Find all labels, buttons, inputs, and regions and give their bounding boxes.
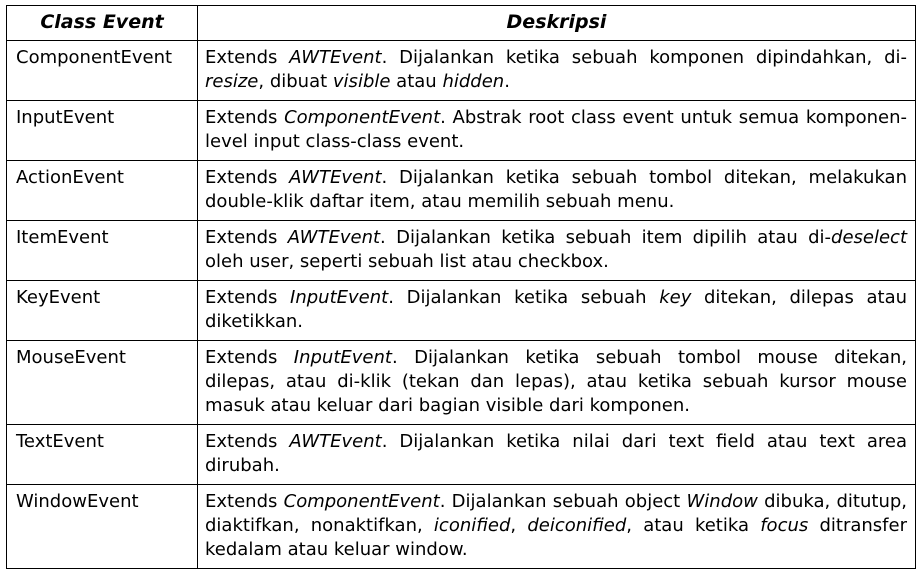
description-italic-term: AWTEvent <box>287 227 381 248</box>
event-description <box>198 221 916 281</box>
event-description <box>198 341 916 425</box>
header-deskripsi: Deskripsi <box>198 6 916 41</box>
description-italic-term: ComponentEvent <box>283 491 440 512</box>
table-row <box>7 221 916 281</box>
event-class-name: KeyEvent <box>7 281 198 341</box>
event-class-name: WindowEvent <box>7 485 198 569</box>
description-italic-term: Window <box>686 491 758 512</box>
description-text: dibuka, ditutup, diaktifkan, nonaktifkan, <box>205 491 907 536</box>
table-header <box>7 6 916 41</box>
description-text: Extends <box>205 107 285 128</box>
description-italic-term: iconified <box>433 515 511 536</box>
description-italic-term: ComponentEvent <box>284 107 441 128</box>
description-text: . Dijalankan ketika sebuah tombol mouse ditekan, dilepas, atau di-klik (tekan dan lepas), atau ketika sebuah kursor mouse masuk atau keluar dari bagian visible dari komponen. <box>205 347 908 416</box>
description-italic-term: focus <box>760 515 809 536</box>
description-italic-term: AWTEvent <box>289 431 382 452</box>
event-description <box>198 41 916 101</box>
description-text: . Dijalankan ketika nilai dari text field atau text area dirubah. <box>205 431 907 476</box>
description-text: Extends <box>205 347 294 368</box>
description-italic-term: InputEvent <box>290 287 389 308</box>
event-class-name: TextEvent <box>7 425 198 485</box>
header-row <box>7 6 916 41</box>
description-italic-term: deselect <box>831 227 907 248</box>
event-class-table <box>6 5 916 569</box>
description-text: Extends <box>205 47 290 68</box>
table-row <box>7 341 916 425</box>
event-class-name: ComponentEvent <box>7 41 198 101</box>
description-text: . <box>504 71 510 92</box>
description-text: Extends <box>205 431 290 452</box>
description-text: Extends <box>205 227 288 248</box>
event-description <box>198 425 916 485</box>
event-description <box>198 101 916 161</box>
description-text: , atau ketika <box>626 515 761 536</box>
table-row <box>7 425 916 485</box>
description-text: atau <box>390 71 443 92</box>
description-text: , <box>510 515 528 536</box>
description-text: Extends <box>205 167 290 188</box>
event-description <box>198 485 916 569</box>
description-text: ditekan, dilepas atau diketikkan. <box>205 287 908 332</box>
description-italic-term: hidden <box>442 71 505 92</box>
table-row <box>7 161 916 221</box>
description-italic-term: key <box>659 287 692 308</box>
description-text: . Abstrak root class event untuk semua komponen-level input class-class event. <box>205 107 908 152</box>
table-row <box>7 281 916 341</box>
table-row <box>7 101 916 161</box>
description-text: Extends <box>205 491 284 512</box>
event-description <box>198 161 916 221</box>
description-text: ditransfer kedalam atau keluar window. <box>205 515 907 560</box>
description-text: , dibuat <box>258 71 333 92</box>
table-row <box>7 41 916 101</box>
description-italic-term: visible <box>332 71 391 92</box>
description-italic-term: deiconified <box>527 515 627 536</box>
description-italic-term: AWTEvent <box>289 167 382 188</box>
event-class-name: ActionEvent <box>7 161 198 221</box>
description-italic-term: resize <box>205 71 259 92</box>
header-class-event: Class Event <box>7 6 198 41</box>
description-text: . Dijalankan sebuah object <box>439 491 687 512</box>
description-text: Extends <box>205 287 291 308</box>
table-body <box>7 41 916 569</box>
description-italic-term: InputEvent <box>293 347 392 368</box>
description-text: . Dijalankan ketika sebuah komponen dipindahkan, di- <box>381 47 907 68</box>
description-text: oleh user, seperti sebuah list atau checkbox. <box>205 251 609 272</box>
description-text: . Dijalankan ketika sebuah tombol ditekan, melakukan double-klik daftar item, atau memilih sebuah menu. <box>205 167 908 212</box>
event-class-name: MouseEvent <box>7 341 198 425</box>
description-text: . Dijalankan ketika sebuah <box>388 287 660 308</box>
event-class-name: ItemEvent <box>7 221 198 281</box>
description-text: . Dijalankan ketika sebuah item dipilih atau di- <box>380 227 832 248</box>
description-italic-term: AWTEvent <box>289 47 382 68</box>
table-row <box>7 485 916 569</box>
event-class-name: InputEvent <box>7 101 198 161</box>
event-description <box>198 281 916 341</box>
